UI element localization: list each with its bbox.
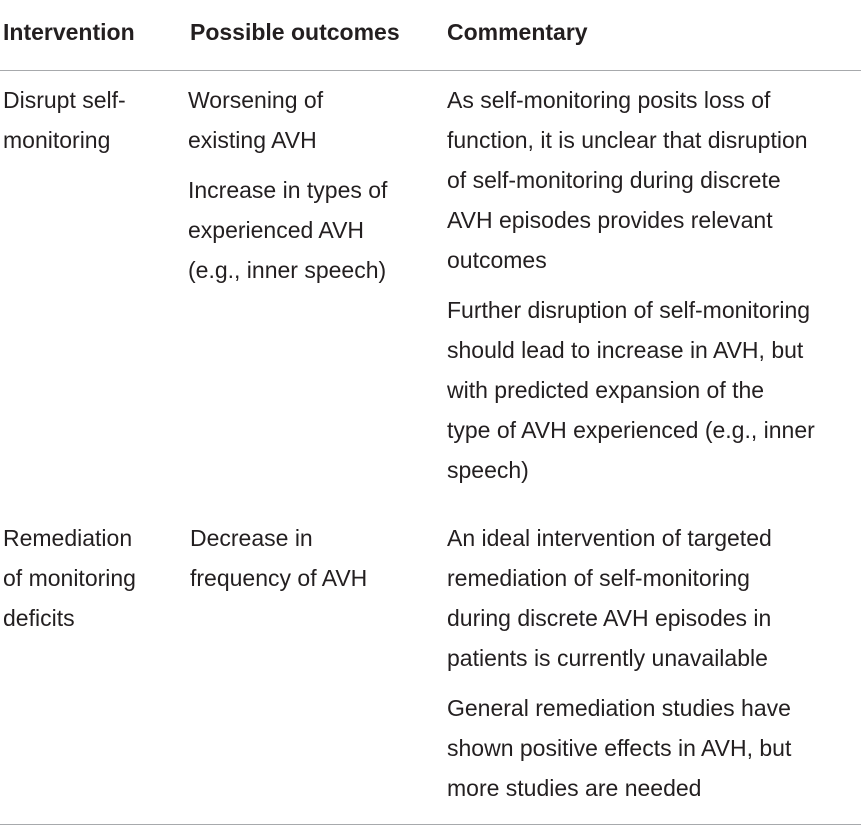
outcomes-cell <box>190 518 435 598</box>
text-line: with predicted expansion of the <box>447 377 765 403</box>
text-line: during discrete AVH episodes in <box>447 605 772 631</box>
text-line: type of AVH experienced (e.g., inner <box>447 417 815 443</box>
commentary-paragraph <box>447 518 861 678</box>
text-line: remediation of self-monitoring <box>447 565 750 591</box>
table-row <box>0 80 861 500</box>
commentary-paragraph <box>447 80 861 280</box>
table-row <box>0 518 861 818</box>
text-line: Increase in types of <box>188 177 388 203</box>
header-intervention: Intervention <box>3 19 135 45</box>
outcome-paragraph <box>188 80 433 160</box>
commentary-paragraph <box>447 290 861 490</box>
text-line: Worsening of <box>188 87 324 113</box>
text-line: Decrease in <box>190 525 313 551</box>
text-line: shown positive effects in AVH, but <box>447 735 792 761</box>
text-line: existing AVH <box>188 127 317 153</box>
text-line: An ideal intervention of targeted <box>447 525 772 551</box>
text-line: Further disruption of self-monitoring <box>447 297 811 323</box>
text-line: monitoring <box>3 127 111 153</box>
outcomes-cell <box>188 80 433 290</box>
table-bottom-rule <box>0 824 861 825</box>
header-possible-outcomes: Possible outcomes <box>190 19 400 45</box>
text-line: more studies are needed <box>447 775 702 801</box>
intervention-cell <box>3 80 173 160</box>
text-line: As self-monitoring posits loss of <box>447 87 771 113</box>
outcome-paragraph <box>190 518 435 598</box>
text-line: Remediation <box>3 525 133 551</box>
text-line: patients is currently unavailable <box>447 645 768 671</box>
text-line: outcomes <box>447 247 547 273</box>
commentary-paragraph <box>447 688 861 808</box>
text-line: General remediation studies have <box>447 695 791 721</box>
text-line: function, it is unclear that disruption <box>447 127 808 153</box>
commentary-cell <box>447 80 861 490</box>
text-line: of self-monitoring during discrete <box>447 167 781 193</box>
commentary-cell <box>447 518 861 808</box>
text-line: deficits <box>3 605 75 631</box>
text-line: of monitoring <box>3 565 136 591</box>
text-line: AVH episodes provides relevant <box>447 207 773 233</box>
text-line: frequency of AVH <box>190 565 368 591</box>
text-line: experienced AVH <box>188 217 365 243</box>
outcome-paragraph <box>188 170 433 290</box>
text-line: should lead to increase in AVH, but <box>447 337 804 363</box>
text-line: Disrupt self- <box>3 87 126 113</box>
header-commentary: Commentary <box>447 19 588 45</box>
intervention-cell <box>3 518 173 638</box>
table-header <box>0 0 861 71</box>
text-line: speech) <box>447 457 529 483</box>
text-line: (e.g., inner speech) <box>188 257 387 283</box>
